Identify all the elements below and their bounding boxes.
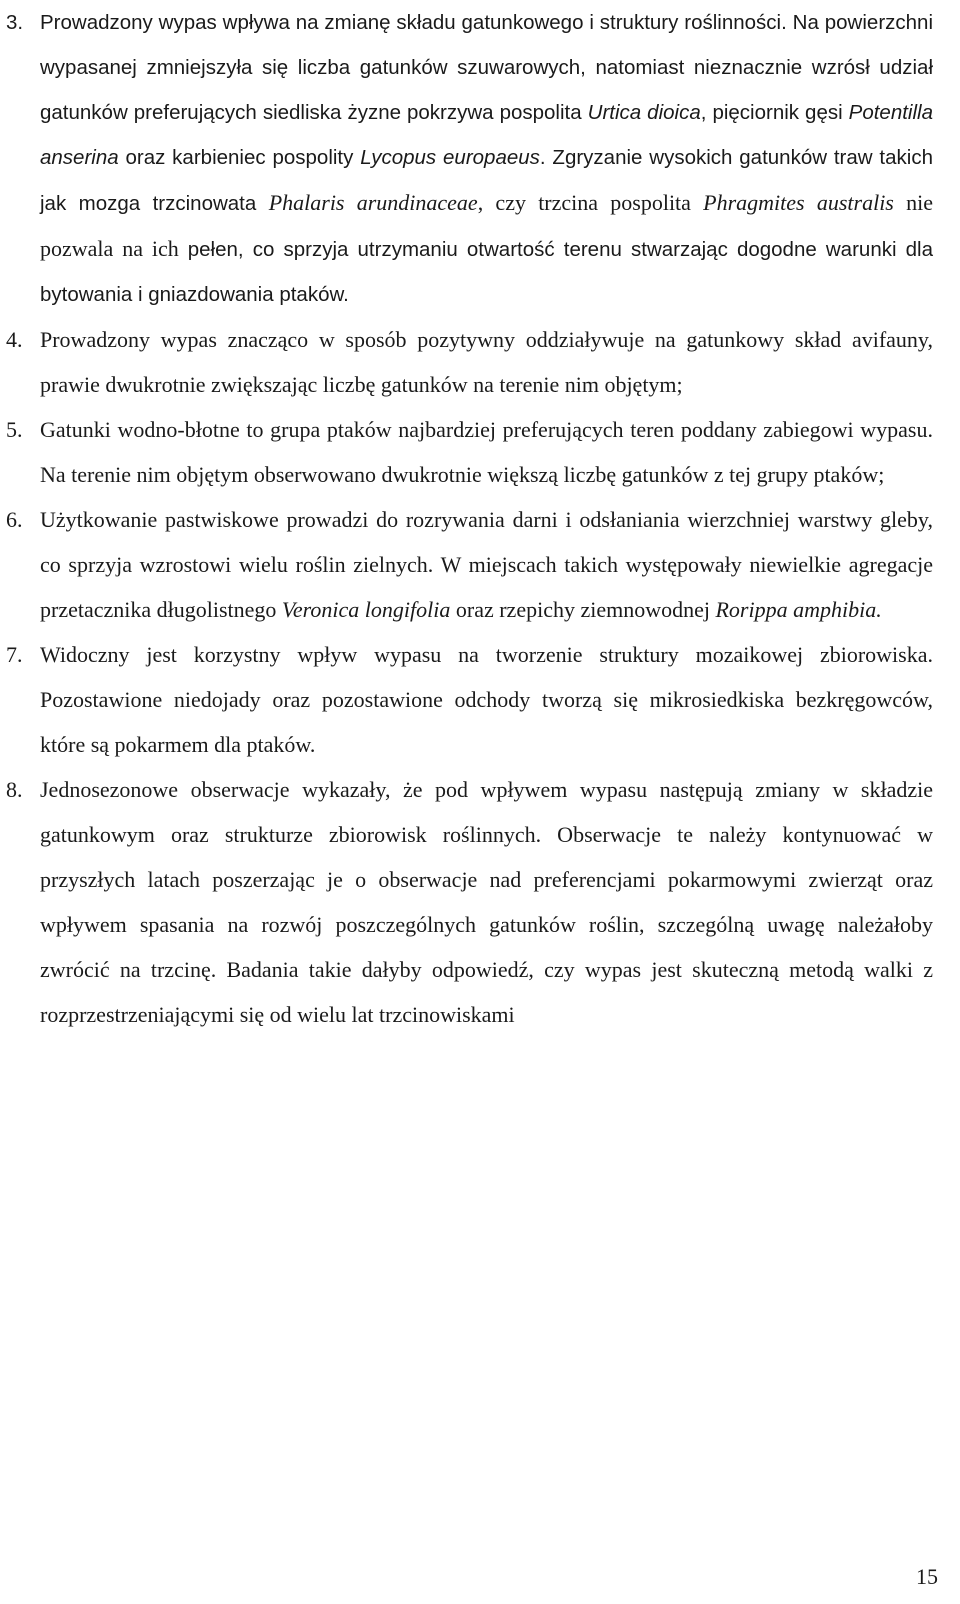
list-item-number: 8. — [6, 777, 23, 802]
species-name-italic: Phragmites australis — [703, 190, 894, 215]
species-name-italic: Rorippa amphibia. — [715, 597, 882, 622]
list-item-number: 3. — [6, 11, 24, 34]
species-name-italic: Phalaris arundinaceae — [268, 190, 478, 215]
species-name-italic: Urtica dioica — [587, 101, 701, 124]
list-item-number: 6. — [6, 507, 23, 532]
text-segment: Widoczny jest korzystny wpływ wypasu na tworzenie struktury mozaikowej zbiorowiska. Pozostawione niedojady oraz pozostawione odchody tworzą się mikrosiedkiska bezkręgowców, które są pokarmem dla ptaków. — [40, 642, 933, 757]
list-item-7 — [0, 632, 933, 767]
text-segment: Gatunki wodno-błotne to grupa ptaków najbardziej preferujących teren poddany zabiegowi wypasu. Na terenie nim objętym obserwowano dwukrotnie większą liczbę gatunków z tej grupy ptaków; — [40, 417, 933, 487]
text-segment: , czy trzcina pospolita — [477, 190, 704, 215]
text-segment: Użytkowanie pastwiskowe prowadzi do rozrywania darni i odsłaniania wierzchniej warstwy gleby, co sprzyja wzrostowi wielu roślin zielnych. W miejscach takich występowały niewielkie agregacje przetacznika długolistnego — [40, 507, 933, 622]
text-segment: pełen, co sprzyja utrzymaniu otwartość terenu stwarzając dogodne warunki dla bytowania i gniazdowania ptaków. — [40, 238, 933, 306]
text-segment: Prowadzony wypas znacząco w sposób pozytywny oddziaływuje na gatunkowy skład avifauny, prawie dwukrotnie zwiększając liczbę gatunków na terenie nim objętym; — [40, 327, 933, 397]
list-item-number: 7. — [6, 642, 23, 667]
species-name-italic: Lycopus europaeus — [360, 146, 540, 169]
list-item-4 — [0, 317, 933, 407]
text-segment: . Zgryzanie wysokich gatunków traw takich jak mozga trzcinowata — [40, 146, 933, 215]
text-segment: , pięciornik gęsi — [700, 101, 849, 124]
list-item-3 — [0, 0, 933, 317]
list-item-number: 5. — [6, 417, 23, 442]
list-item-8 — [0, 767, 933, 1037]
text-segment: oraz karbieniec pospolity — [118, 146, 361, 169]
species-name-italic: Potentilla anserina — [40, 101, 933, 169]
list-item-number: 4. — [6, 327, 23, 352]
text-segment: nie pozwala na ich — [40, 190, 933, 261]
list-item-5 — [0, 407, 933, 497]
text-segment: Jednosezonowe obserwacje wykazały, że pod wpływem wypasu następują zmiany w składzie gatunkowym oraz strukturze zbiorowisk roślinnych. Obserwacje te należy kontynuować w przyszłych latach poszerzając je o obserwacje nad preferencjami pokarmowymi zwierząt oraz wpływem spasania na rozwój poszczególnych gatunków roślin, szczególną uwagę należałoby zwrócić na trzcinę. Badania takie dałyby odpowiedź, czy wypas jest skuteczną metodą walki z rozprzestrzeniającymi się od wielu lat trzcinowiskami — [40, 777, 933, 1027]
species-name-italic: Veronica longifolia — [281, 597, 451, 622]
list-item-6 — [0, 497, 933, 632]
text-segment: Prowadzony wypas wpływa na zmianę składu gatunkowego i struktury roślinności. Na powierzchni wypasanej zmniejszyła się liczba gatunków szuwarowych, natomiast nieznacznie wzrósł udział gatunków preferujących siedliska żyzne pokrzywa pospolita — [40, 11, 933, 124]
text-segment: oraz rzepichy ziemnowodnej — [450, 597, 716, 622]
page-number: 15 — [916, 1564, 938, 1589]
